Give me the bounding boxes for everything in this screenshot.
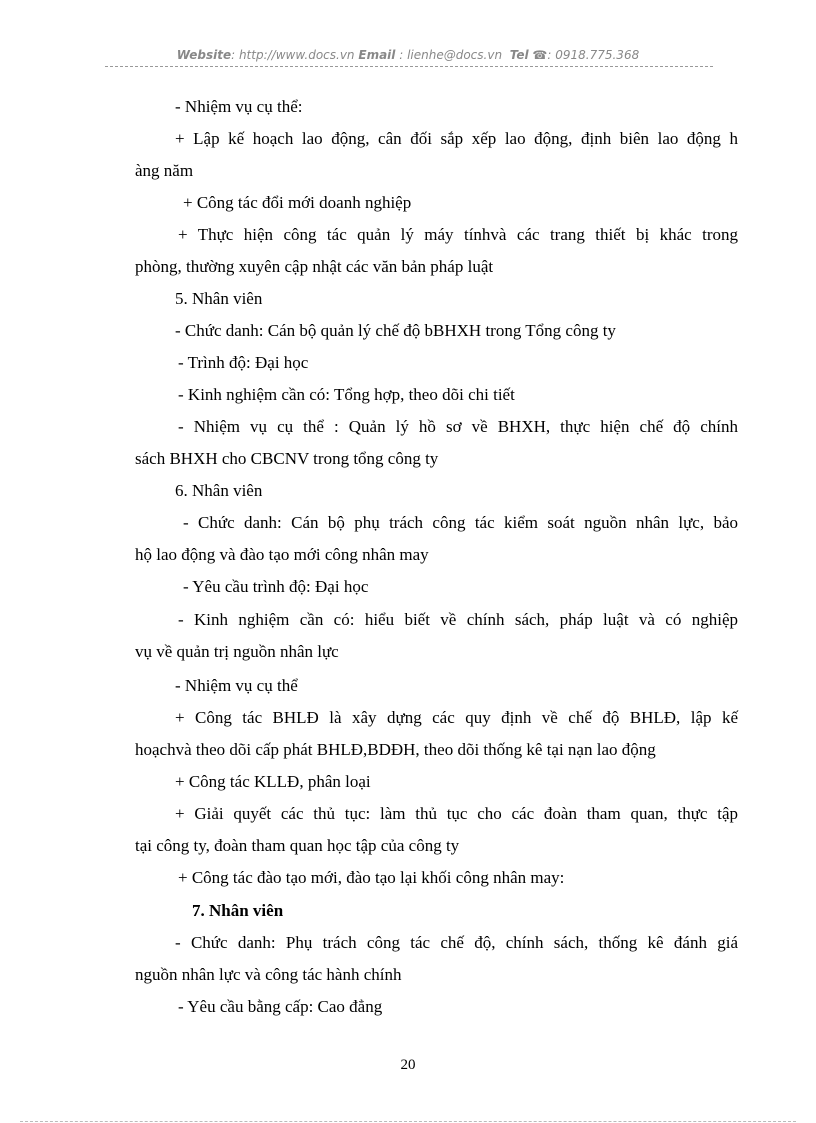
text-line: - Chức danh: Phụ trách công tác chế độ, chính sách, thống kê đánh giá <box>175 933 738 952</box>
text-line: + Công tác BHLĐ là xây dựng các quy định về chế độ BHLĐ, lập kế <box>175 708 738 727</box>
website-url: : http://www.docs.vn <box>231 48 355 62</box>
text-line: + Công tác đổi mới doanh nghiệp <box>183 193 412 212</box>
text-line: - Chức danh: Cán bộ quản lý chế độ bBHXH trong Tổng công ty <box>175 321 616 340</box>
text-line: phòng, thường xuyên cập nhật các văn bản pháp luật <box>135 257 494 276</box>
text-line: - Kinh nghiệm cần có: hiểu biết về chính sách, pháp luật và có nghiệp <box>178 610 738 629</box>
text-line: hộ lao động và đào tạo mới công nhân may <box>135 545 429 564</box>
text-line: + Lập kế hoạch lao động, cân đối sắp xếp lao động, định biên lao động h <box>175 129 738 148</box>
text-line: - Nhiệm vụ cụ thể: <box>175 97 303 116</box>
text-line: sách BHXH cho CBCNV trong tổng công ty <box>135 449 439 468</box>
page-header <box>0 48 816 62</box>
text-line: - Nhiệm vụ cụ thể : Quản lý hồ sơ về BHXH, thực hiện chế độ chính <box>178 417 738 436</box>
text-line: - Kinh nghiệm cần có: Tổng hợp, theo dõi chi tiết <box>178 385 515 404</box>
footer-divider <box>20 1121 796 1122</box>
phone-icon: ☎ <box>532 48 548 62</box>
text-line: - Nhiệm vụ cụ thể <box>175 676 298 695</box>
text-line: nguồn nhân lực và công tác hành chính <box>135 965 402 984</box>
website-label: Website <box>176 48 232 62</box>
section-heading: 7. Nhân viên <box>192 901 284 920</box>
text-line: vụ về quản trị nguồn nhân lực <box>135 642 339 661</box>
page-number: 20 <box>400 1057 416 1073</box>
text-line: hoạchvà theo dõi cấp phát BHLĐ,BDĐH, theo dõi thống kê tại nạn lao động <box>135 740 656 759</box>
header-divider <box>105 66 713 67</box>
text-line: - Yêu cầu bằng cấp: Cao đẳng <box>178 997 383 1016</box>
text-line: - Yêu cầu trình độ: Đại học <box>183 577 369 596</box>
text-line: + Giải quyết các thủ tục: làm thủ tục cho các đoàn tham quan, thực tập <box>175 804 738 823</box>
text-line: 5. Nhân viên <box>175 289 263 308</box>
text-line: + Công tác KLLĐ, phân loại <box>175 772 371 791</box>
text-line: tại công ty, đoàn tham quan học tập của công ty <box>135 836 460 855</box>
text-line: - Chức danh: Cán bộ phụ trách công tác kiểm soát nguồn nhân lực, bảo <box>183 513 738 532</box>
text-line: 6. Nhân viên <box>175 481 263 500</box>
email-label: Email <box>358 48 396 62</box>
text-line: - Trình độ: Đại học <box>178 353 309 372</box>
text-line: + Thực hiện công tác quản lý máy tínhvà các trang thiết bị khác trong <box>178 225 738 244</box>
text-line: + Công tác đào tạo mới, đào tạo lại khối công nhân may: <box>178 868 565 887</box>
tel-label: Tel <box>509 48 529 62</box>
email-address: : lienhe@docs.vn <box>395 48 503 62</box>
text-line: àng năm <box>135 161 194 180</box>
tel-number: : 0918.775.368 <box>547 48 640 62</box>
